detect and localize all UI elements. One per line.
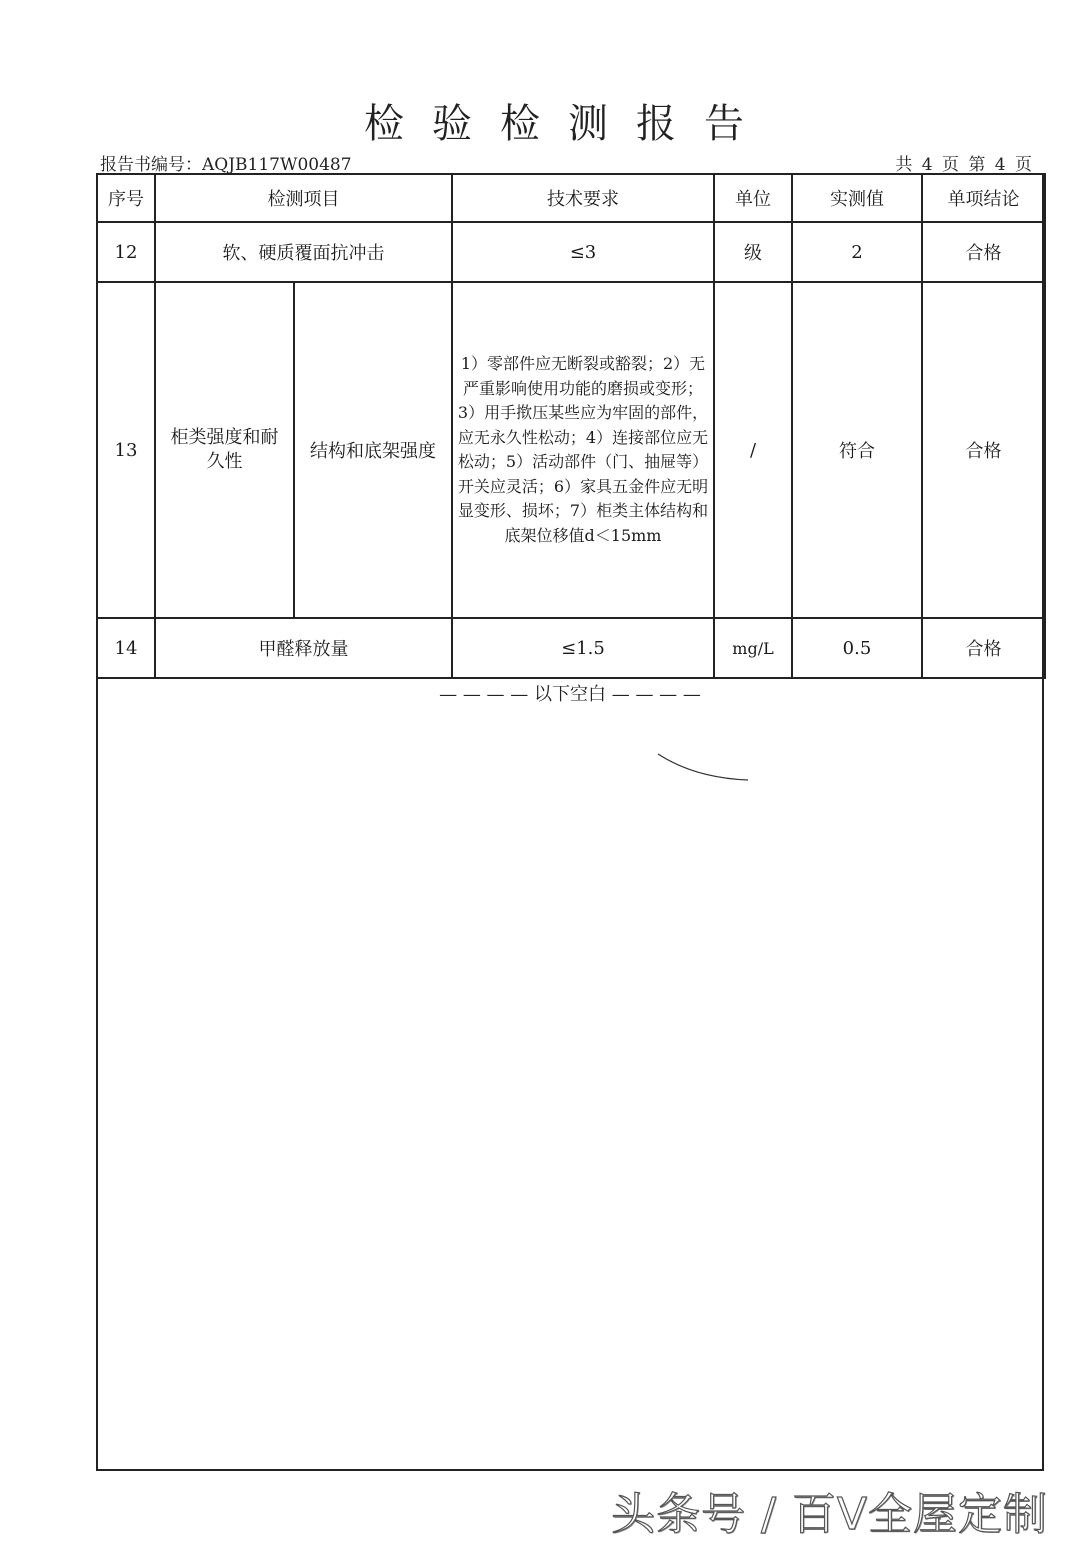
cell-requirement: 1）零部件应无断裂或豁裂；2）无严重影响使用功能的磨损或变形；3）用手揿压某些应为牢固的部件，应无永久性松动；4）连接部位应无松动；5）活动部件（门、抽屉等）开关应灵活；6）家具五金件应无明显变形、损坏；7）柜类主体结构和底架位移值d＜15mm bbox=[452, 282, 714, 618]
table-row bbox=[97, 282, 1045, 618]
cell-unit: / bbox=[714, 282, 792, 618]
report-number-label: 报告书编号： bbox=[100, 155, 202, 175]
report-number-value: AQJB117W00487 bbox=[202, 155, 352, 175]
results-table bbox=[96, 173, 1046, 679]
table-row bbox=[97, 618, 1045, 678]
cell-requirement: ≤3 bbox=[452, 222, 714, 282]
cell-value: 符合 bbox=[792, 282, 922, 618]
cell-conclusion: 合格 bbox=[922, 618, 1045, 678]
header-value: 实测值 bbox=[792, 174, 922, 222]
page-info: 共 4 页 第 4 页 bbox=[895, 155, 1034, 175]
cell-value: 2 bbox=[792, 222, 922, 282]
cell-no: 12 bbox=[97, 222, 155, 282]
pen-stroke-mark bbox=[655, 748, 750, 788]
cell-item: 甲醛释放量 bbox=[155, 618, 452, 678]
cell-requirement: ≤1.5 bbox=[452, 618, 714, 678]
blank-below-marker: — — — — 以下空白 — — — — bbox=[439, 684, 701, 705]
header-item: 检测项目 bbox=[155, 174, 452, 222]
cell-item: 柜类强度和耐久性 bbox=[155, 282, 294, 618]
watermark: 头条号 / 百V全屋定制 bbox=[611, 1489, 1048, 1540]
cell-no: 14 bbox=[97, 618, 155, 678]
header-requirement: 技术要求 bbox=[452, 174, 714, 222]
report-number bbox=[100, 150, 352, 175]
cell-value: 0.5 bbox=[792, 618, 922, 678]
table-header-row bbox=[97, 174, 1045, 222]
cell-unit: mg/L bbox=[714, 618, 792, 678]
cell-unit: 级 bbox=[714, 222, 792, 282]
header-no: 序号 bbox=[97, 174, 155, 222]
cell-sub-item: 结构和底架强度 bbox=[294, 282, 452, 618]
table-row bbox=[97, 222, 1045, 282]
report-title: 检验检测报告 bbox=[364, 101, 772, 147]
cell-item: 软、硬质覆面抗冲击 bbox=[155, 222, 452, 282]
cell-conclusion: 合格 bbox=[922, 222, 1045, 282]
cell-conclusion: 合格 bbox=[922, 282, 1045, 618]
header-unit: 单位 bbox=[714, 174, 792, 222]
cell-no: 13 bbox=[97, 282, 155, 618]
header-conclusion: 单项结论 bbox=[922, 174, 1045, 222]
